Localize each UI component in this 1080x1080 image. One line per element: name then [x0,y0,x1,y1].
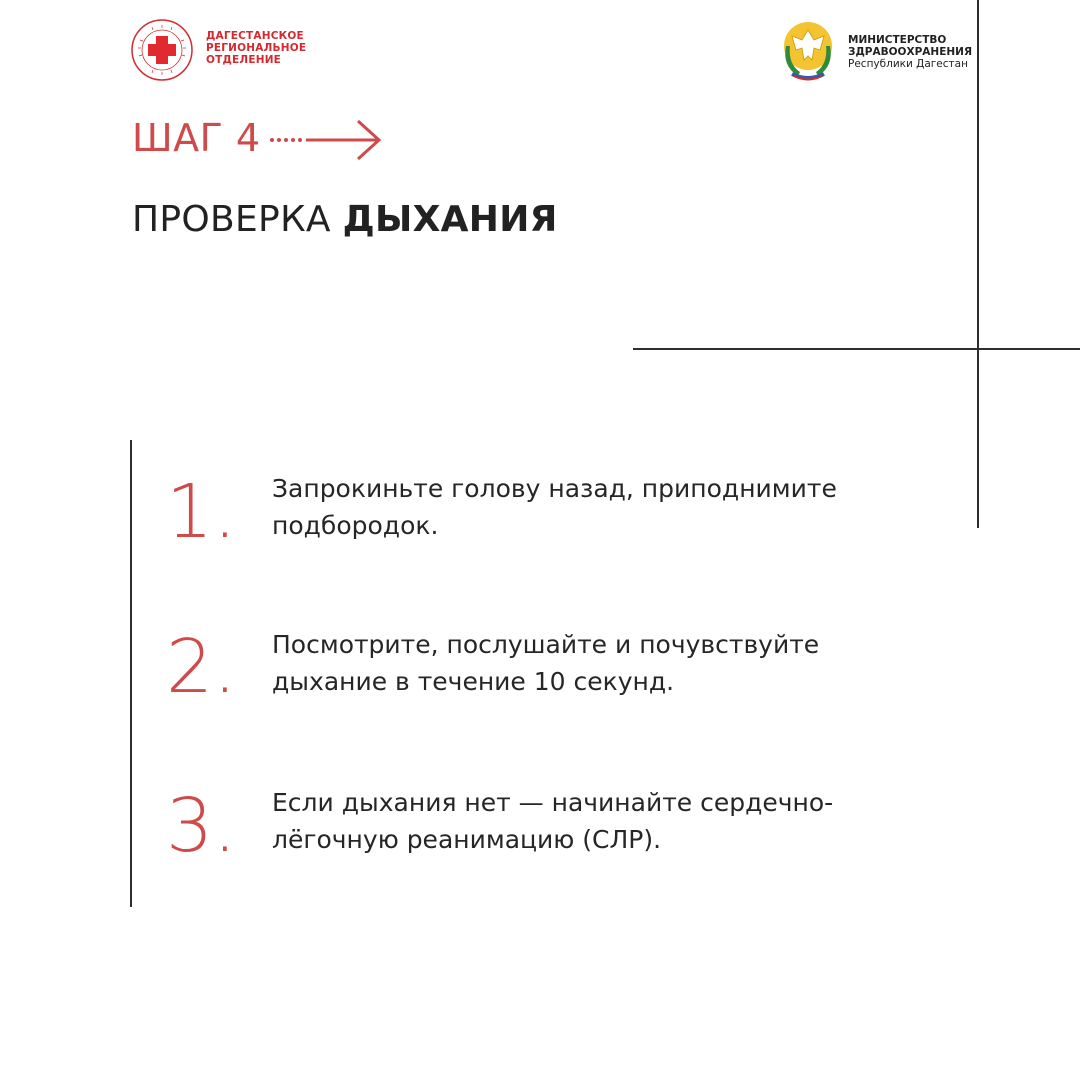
red-cross-org-name [206,30,306,66]
red-cross-org-line2: РЕГИОНАЛЬНОЕ [206,42,307,54]
decorative-vertical-line-left [130,440,132,907]
title-normal: ПРОВЕРКА [132,199,331,240]
step-label: ШАГ 4 [132,116,261,160]
ministry-line3: Республики Дагестан [848,58,968,70]
dotted-arrow-icon [268,117,384,163]
step-text-3-line2: лёгочную реанимацию (СЛР). [272,825,662,854]
red-cross-org-line1: ДАГЕСТАНСКОЕ [206,30,304,42]
page-title [132,196,558,244]
step-text-3 [272,784,912,858]
red-cross-logo [130,18,194,82]
step-number-1: 1. [166,469,237,555]
ministry-name [848,34,972,70]
step-text-1-line2: подбородок. [272,511,439,540]
decorative-horizontal-line [633,348,1080,350]
step-text-2-line2: дыхание в течение 10 секунд. [272,667,675,696]
step-text-2-line1: Посмотрите, послушайте и почувствуйте [272,630,820,659]
step-text-1 [272,470,912,544]
step-number-3: 3. [166,783,237,869]
red-cross-org-line3: ОТДЕЛЕНИЕ [206,54,282,66]
dagestan-emblem [776,16,840,84]
ministry-line2: ЗДРАВООХРАНЕНИЯ [848,46,973,58]
decorative-vertical-line-right [977,0,979,528]
step-number-2: 2. [166,624,237,710]
title-bold: ДЫХАНИЯ [342,199,558,240]
step-text-2 [272,626,912,700]
step-text-3-line1: Если дыхания нет — начинайте сердечно- [272,788,834,817]
ministry-line1: МИНИСТЕРСТВО [848,34,947,46]
step-text-1-line1: Запрокиньте голову назад, приподнимите [272,474,837,503]
